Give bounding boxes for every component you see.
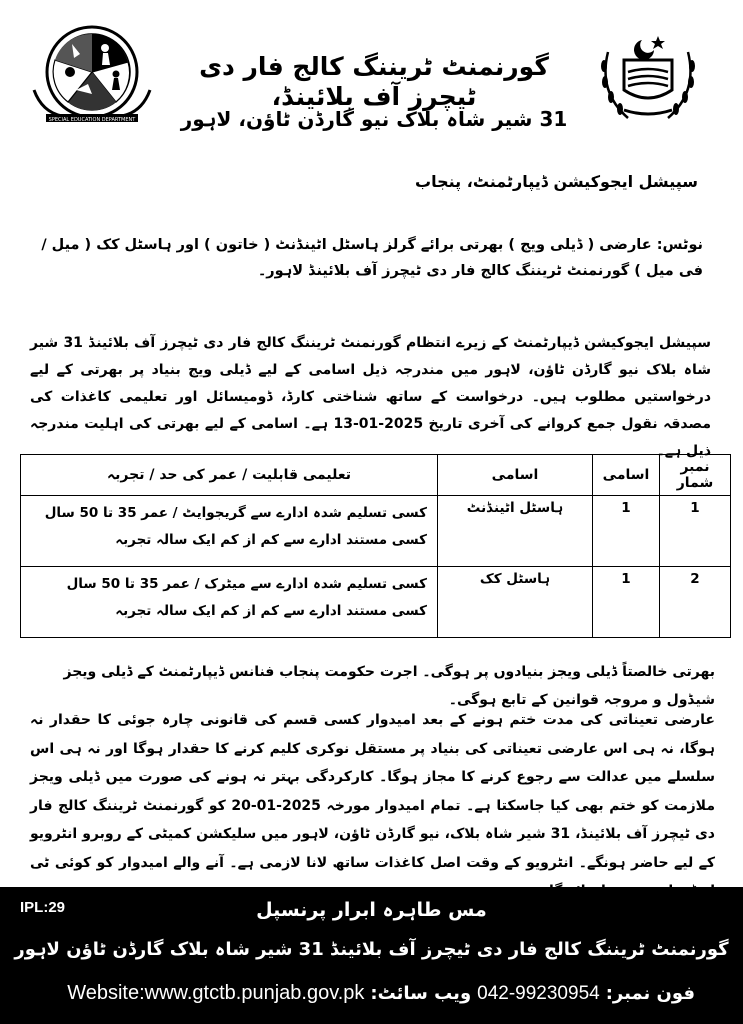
intro-paragraph: سپیشل ایجوکیشن ڈیپارٹمنٹ کے زیرے انتظام گورنمنٹ ٹریننگ کالج فار دی ٹیچرز آف بلائینڈ 31 شیر شاہ بلاک نیو گارڈن ٹاؤن، لاہور میں مندرجہ ذیل اسامی کے لیے ڈیلی ویج بنیاد پر بھرتی کے لیے درخواستیں مطلوب ہیں۔ درخواست کے ساتھ شناختی کارڈ، ڈومیسائل اور تعلیمی کاغذات کی مصدقہ نقول جمع کروانے کی آخری تاریخ 2025-01-13 ہے۔ اسامی کے لیے بھرتی کی اہلیت مندرجہ ذیل ہے۔ <box>30 335 711 459</box>
row-serial: 1 <box>660 496 731 567</box>
college-address: 31 شیر شاہ بلاک نیو گارڈن ٹاؤن، لاہور <box>180 107 568 131</box>
row-post: ہاسٹل اٹینڈنٹ <box>438 496 593 567</box>
header-quantity: اسامی <box>593 455 660 496</box>
experience-line: کسی مستند ادارے سے کم از کم ایک سالہ تجربہ <box>115 532 427 548</box>
table-header-row <box>21 455 731 496</box>
logo-text: SPECIAL EDUCATION DEPARTMENT <box>48 117 136 123</box>
footer-address: گورنمنٹ ٹریننگ کالج فار دی ٹیچرز آف بلائینڈ 31 شیر شاہ بلاک گارڈن ٹاؤن لاہور <box>14 939 729 960</box>
notice-heading <box>40 232 703 284</box>
header-serial: نمبر شمار <box>660 455 731 496</box>
contact-line <box>56 982 695 1005</box>
table-row <box>21 567 731 638</box>
header-qualification: تعلیمی قابلیت / عمر کی حد / تجربہ <box>21 455 438 496</box>
row-quantity: 1 <box>593 496 660 567</box>
row-serial: 2 <box>660 567 731 638</box>
notice-label: نوٹس: <box>656 237 703 253</box>
row-post: ہاسٹل کک <box>438 567 593 638</box>
website-label: ویب سائٹ: <box>370 983 472 1004</box>
ipl-code: IPL:29 <box>20 899 66 916</box>
table-row <box>21 496 731 567</box>
row-qualification <box>21 567 438 638</box>
phone-label: فون نمبر: <box>605 983 695 1004</box>
row-qualification <box>21 496 438 567</box>
wages-paragraph: بھرتی خالصتاً ڈیلی ویجز بنیادوں پر ہوگی۔ اجرت حکومت پنجاب فنانس ڈیپارٹمنٹ کے ڈیلی ویجز شیڈول و مروجہ قوانین کے تابع ہوگی۔ <box>63 664 715 708</box>
signatory: مس طاہرہ ابرار پرنسپل <box>256 899 487 921</box>
qualification-line: کسی تسلیم شدہ ادارے سے گریجوایٹ / عمر 35 تا 50 سال <box>44 505 427 521</box>
posts-table <box>20 454 731 638</box>
department-name: سپیشل ایجوکیشن ڈیپارٹمنٹ، پنجاب <box>415 172 698 191</box>
punjab-government-logo <box>588 22 708 132</box>
experience-line: کسی مستند ادارے سے کم از کم ایک سالہ تجربہ <box>115 603 427 619</box>
footer-bar <box>0 887 743 1024</box>
qualification-line: کسی تسلیم شدہ ادارے سے میٹرک / عمر 35 تا 50 سال <box>66 576 427 592</box>
phone-number[interactable]: 042-99230954 <box>477 983 600 1004</box>
website-link[interactable]: Website:www.gtctb.punjab.gov.pk <box>67 982 365 1004</box>
special-education-logo <box>32 20 152 130</box>
header-post: اسامی <box>438 455 593 496</box>
row-quantity: 1 <box>593 567 660 638</box>
college-title: گورنمنٹ ٹریننگ کالج فار دی ٹیچرز آف بلائینڈ، <box>199 52 549 111</box>
notice-text: عارضی ( ڈیلی ویج ) بھرتی برائے گرلز ہاسٹل اٹینڈنٹ ( خاتون ) اور ہاسٹل کک ( میل / فی میل ) گورنمنٹ ٹریننگ کالج فار دی ٹیچرز آف بلائینڈ لاہور۔ <box>41 237 703 279</box>
terms-paragraph: عارضی تعیناتی کی مدت ختم ہونے کے بعد امیدوار کسی قسم کی قانونی چارہ جوئی کا حقدار نہ ہوگا، نہ ہی اس عارضی تعیناتی کی بنیاد پر مستقل نوکری کلیم کرنے کا حقدار ہوگا اور نہ ہی اس سلسلے میں عدالت سے رجوع کرنے کا مجاز ہوگا۔ کارکردگی بہتر نہ ہونے کی صورت میں ڈیلی ویجز ملازمت کو ختم بھی کیا جاسکتا ہے۔ تمام امیدوار مورخہ 2025-01-20 کو گورنمنٹ ٹریننگ کالج فار دی ٹیچرز آف بلائینڈ، 31 شیر شاہ بلاک، نیو گارڈن ٹاؤن، لاہور میں سلیکشن کمیٹی کے روبرو انٹرویو کے لیے حاضر ہونگے۔ انٹرویو کے وقت اصل کاغذات ساتھ لانا لازمی ہے۔ آنے والے امیدوار کو کوئی ٹی <box>30 712 715 871</box>
